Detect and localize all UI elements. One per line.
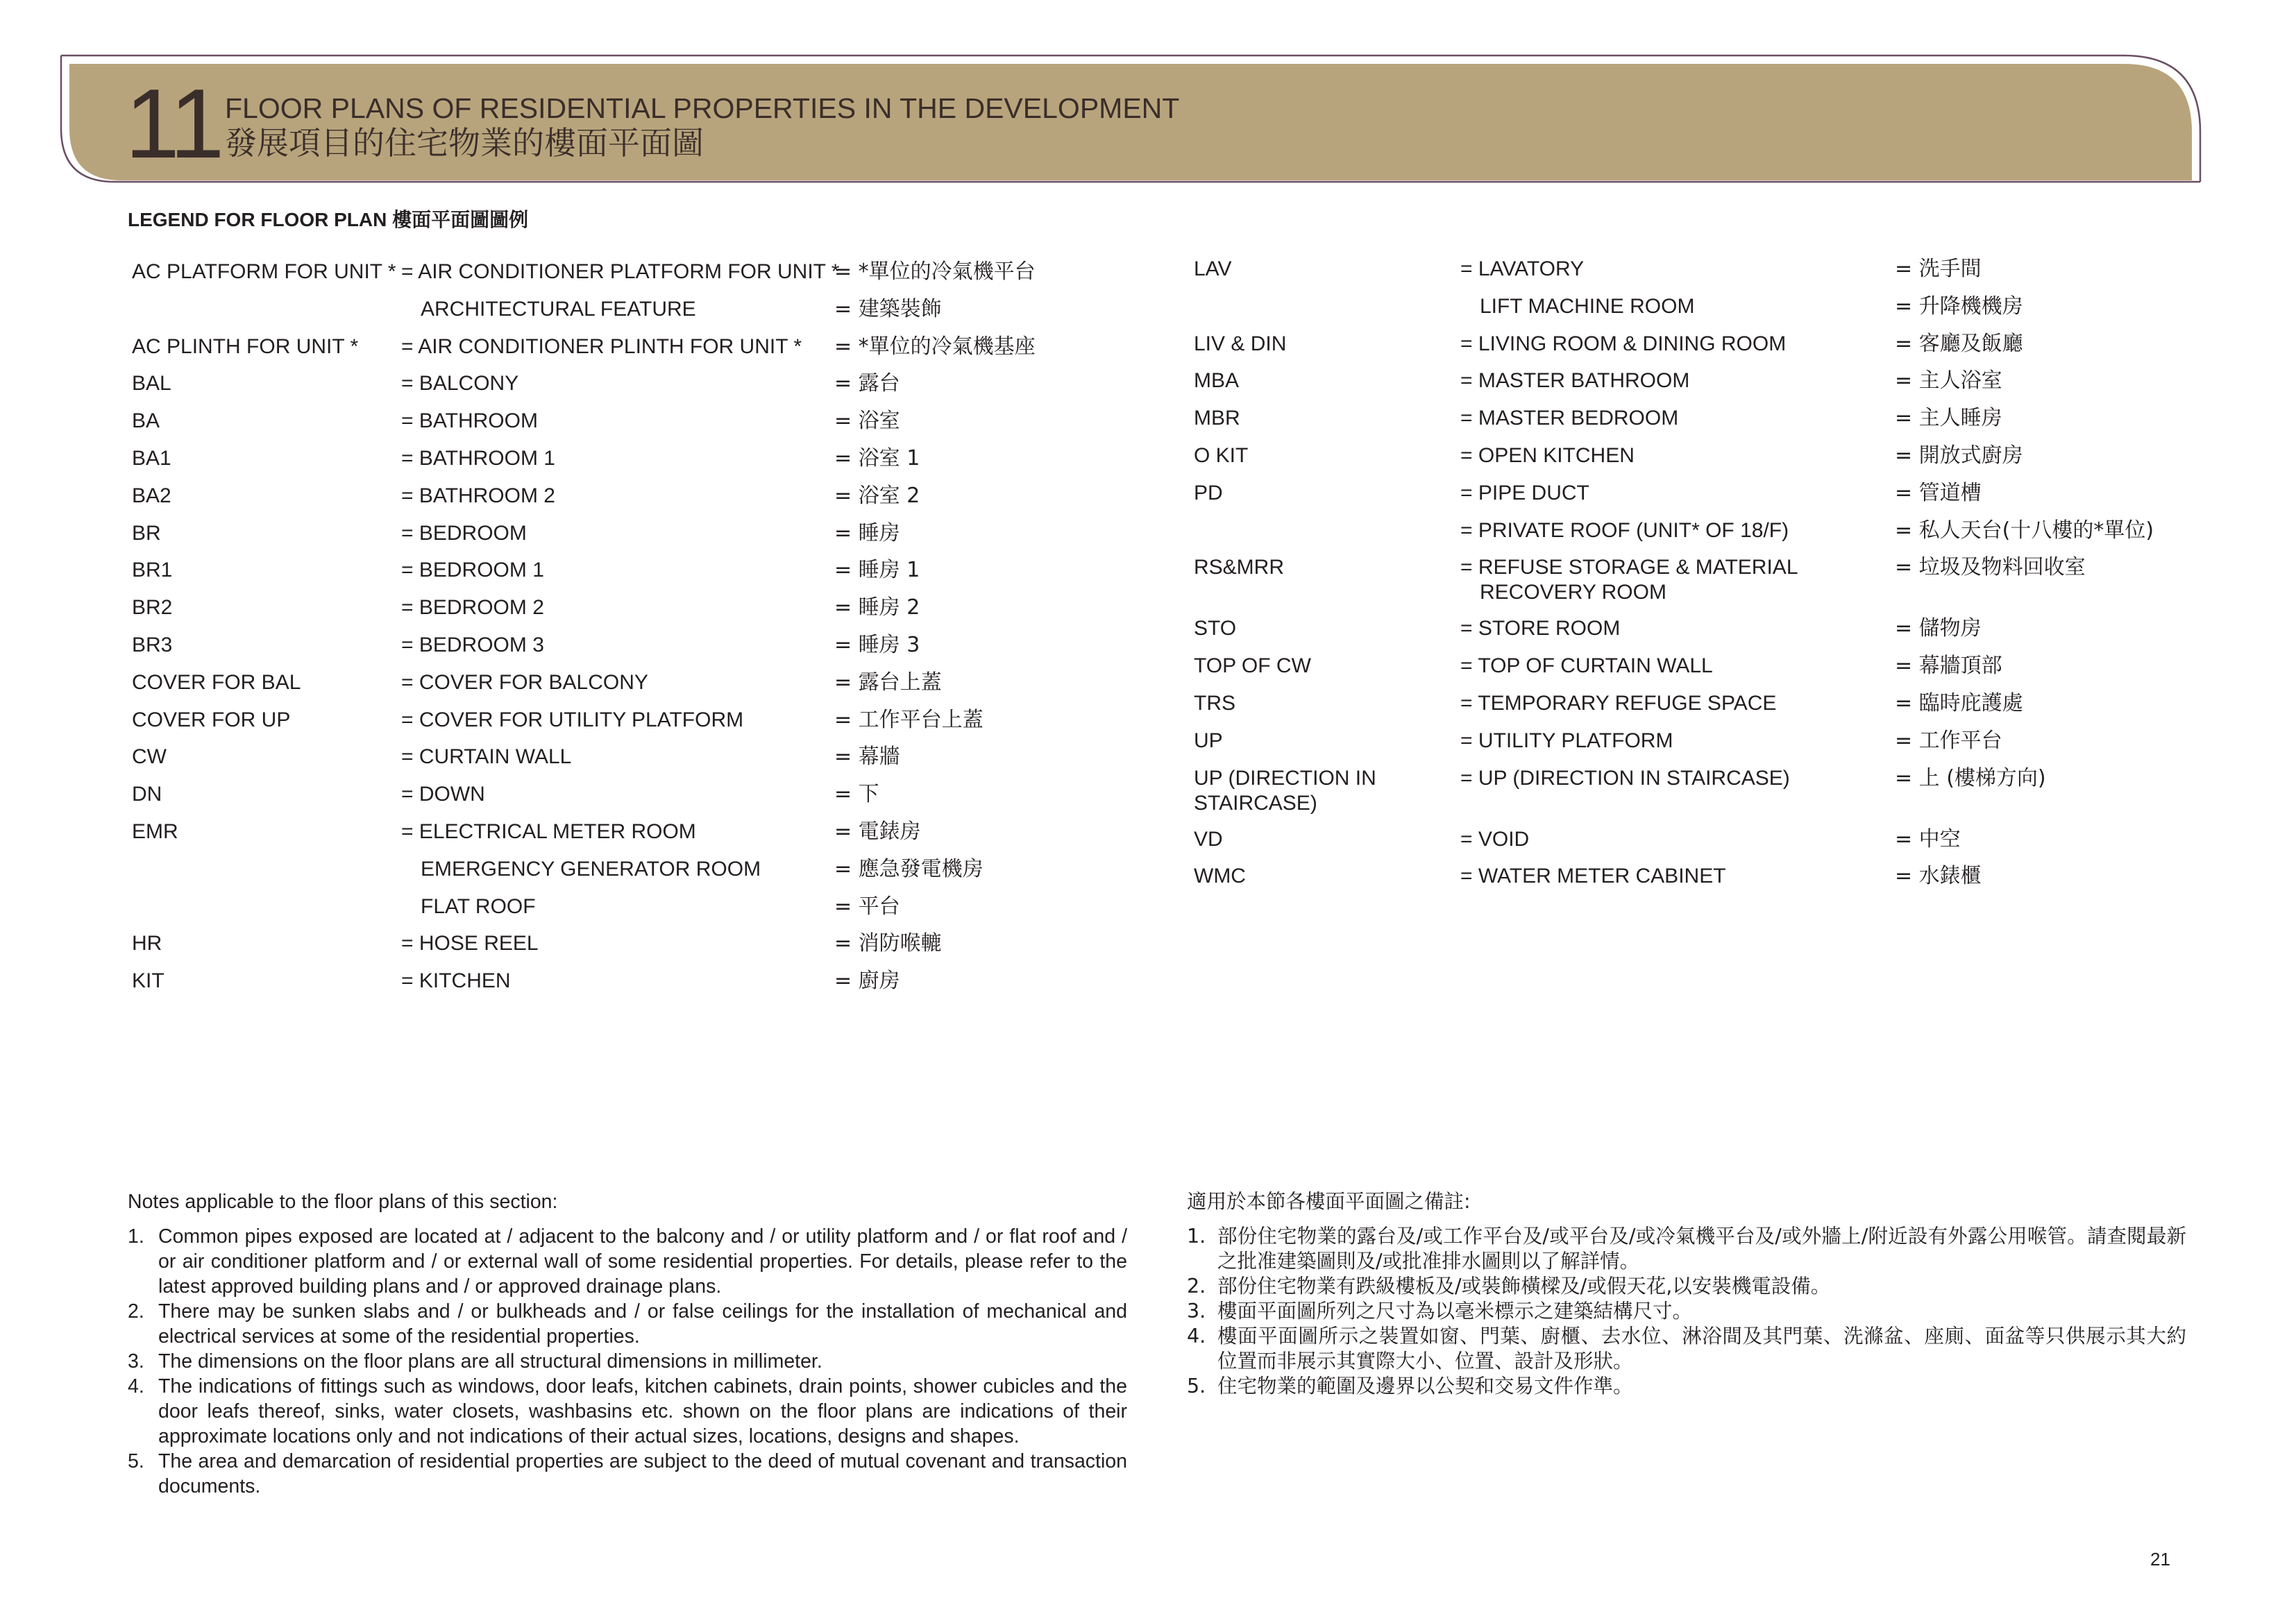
legend-abbr: STO [1194, 617, 1237, 640]
note-text: 樓面平面圖所列之尺寸為以毫米標示之建築結構尺寸。 [1217, 1300, 1693, 1323]
legend-en: = REFUSE STORAGE & MATERIAL [1460, 556, 1798, 579]
legend-abbr: CW [132, 745, 167, 769]
legend-abbr: BR1 [132, 559, 173, 582]
legend-zh: = 主人睡房 [1895, 406, 2002, 431]
legend-zh: = 中空 [1895, 826, 1961, 851]
legend-en: = BATHROOM 2 [401, 484, 555, 507]
notes-heading-en: Notes applicable to the floor plans of this section: [128, 1191, 558, 1213]
page-number: 21 [2150, 1549, 2170, 1570]
note-item [128, 1349, 1127, 1374]
note-text: 住宅物業的範圍及邊界以公契和交易文件作準。 [1217, 1375, 1633, 1397]
legend-en: = BEDROOM 2 [401, 596, 544, 620]
legend-zh: = 洗手間 [1895, 257, 1982, 281]
note-text: Common pipes exposed are located at / adjacent to the balcony and / or utility platform and / or flat roof and / or air conditioner platform and / or external wall of some residential properties. For details, please refer to the latest approved building plans and / or approved drainage plans. [158, 1225, 1127, 1298]
legend-zh: = 水錶櫃 [1895, 864, 1982, 889]
legend-zh: = 私人天台(十八樓的*單位) [1895, 518, 2154, 543]
legend-zh: = 客廳及飯廳 [1895, 331, 2023, 356]
legend-abbr: TOP OF CW [1194, 654, 1311, 678]
legend-en: = BALCONY [401, 372, 519, 396]
legend-en: = BATHROOM 1 [401, 447, 555, 470]
legend-zh: = 露台 [834, 371, 900, 396]
legend-abbr: RS&MRR [1194, 556, 1285, 579]
legend-zh: = 建築裝飾 [834, 296, 942, 321]
legend-zh: = 開放式廚房 [1895, 443, 2023, 468]
legend-zh: = 下 [834, 782, 879, 807]
legend-abbr: TRS [1194, 692, 1235, 715]
legend-abbr: O KIT [1194, 444, 1249, 467]
legend-en-continued: RECOVERY ROOM [1480, 581, 1666, 604]
legend-en: = COVER FOR UTILITY PLATFORM [401, 708, 744, 731]
legend-en: ARCHITECTURAL FEATURE [421, 297, 696, 321]
legend-abbr: COVER FOR UP [132, 708, 291, 731]
legend-abbr: BR3 [132, 634, 173, 656]
legend-abbr: HR [132, 932, 162, 955]
note-text: 部份住宅物業有跌級樓板及/或裝飾橫樑及/或假天花,以安裝機電設備。 [1217, 1275, 1831, 1298]
note-number: 3. [1187, 1300, 1206, 1323]
note-text: The dimensions on the floor plans are all structural dimensions in millimeter. [158, 1350, 822, 1373]
legend-abbr: PD [1194, 481, 1223, 504]
legend-en: = HOSE REEL [401, 932, 539, 955]
note-item [1187, 1374, 2186, 1399]
note-item [128, 1224, 1127, 1299]
legend-abbr: LAV [1194, 257, 1232, 280]
legend-zh: = 浴室 2 [834, 483, 920, 508]
legend-en: = VOID [1460, 827, 1530, 851]
note-number: 1. [128, 1225, 144, 1248]
note-number: 5. [128, 1450, 144, 1472]
legend-en: = DOWN [401, 783, 485, 806]
notes-english [128, 1189, 1127, 1499]
note-item [1187, 1274, 2186, 1299]
notes-list-zh [1187, 1224, 2186, 1399]
legend-abbr: MBR [1194, 407, 1240, 430]
note-item [1187, 1324, 2186, 1374]
legend-en: LIFT MACHINE ROOM [1480, 294, 1695, 318]
note-number: 4. [1187, 1325, 1206, 1348]
notes-list-en [128, 1224, 1127, 1499]
legend-en: EMERGENCY GENERATOR ROOM [421, 857, 761, 881]
legend-abbr: BA [132, 409, 160, 433]
legend-en: = COVER FOR BALCONY [401, 670, 648, 694]
note-number: 1. [1187, 1225, 1206, 1248]
legend-zh: = 睡房 1 [834, 558, 920, 583]
note-text: The area and demarcation of residential properties are subject to the deed of mutual covenant and transaction documents. [158, 1450, 1127, 1497]
legend-abbr: KIT [132, 969, 164, 993]
legend-abbr: EMR [132, 820, 178, 843]
note-item [1187, 1299, 2186, 1324]
legend-en: = BEDROOM 1 [401, 559, 544, 582]
legend-abbr-continued: STAIRCASE) [1194, 791, 1317, 815]
legend-en: = BEDROOM [401, 521, 527, 545]
legend-abbr: COVER FOR BAL [132, 670, 301, 694]
legend-abbr: MBA [1194, 369, 1240, 393]
legend-en: = WATER METER CABINET [1460, 865, 1726, 888]
legend-en: = STORE ROOM [1460, 617, 1621, 640]
legend-zh: = 幕牆頂部 [1895, 654, 2002, 679]
legend-en: = MASTER BATHROOM [1460, 369, 1690, 393]
legend-en: = TEMPORARY REFUGE SPACE [1460, 692, 1777, 715]
legend-zh: = 應急發電機房 [834, 856, 984, 881]
legend-abbr: BR2 [132, 596, 173, 620]
section-title-zh: 發展項目的住宅物業的樓面平面圖 [225, 124, 704, 162]
legend-zh: = 垃圾及物料回收室 [1895, 555, 2086, 580]
legend-abbr: VD [1194, 827, 1223, 851]
legend-abbr: BR [132, 521, 161, 545]
legend-zh: = 浴室 1 [834, 446, 920, 470]
note-number: 5. [1187, 1375, 1206, 1397]
legend-zh: = 主人浴室 [1895, 368, 2002, 393]
legend-abbr: AC PLATFORM FOR UNIT * [132, 260, 396, 283]
legend-abbr: BAL [132, 372, 171, 396]
note-item [128, 1449, 1127, 1499]
legend-zh: = 睡房 [834, 520, 900, 545]
legend-abbr: BA1 [132, 447, 171, 470]
legend-en: = BATHROOM [401, 409, 538, 433]
legend-abbr: UP (DIRECTION IN [1194, 766, 1376, 790]
legend-zh: = 露台上蓋 [834, 670, 942, 695]
legend-en: = PRIVATE ROOF (UNIT* OF 18/F) [1460, 518, 1789, 542]
legend-abbr: LIV & DIN [1194, 332, 1287, 355]
legend-en: = AIR CONDITIONER PLINTH FOR UNIT * [401, 334, 802, 358]
note-text: 樓面平面圖所示之裝置如窗、門葉、廚櫃、去水位、淋浴間及其門葉、洗滌盆、座廁、面盆等只供展示其大約位置而非展示其實際大小、位置、設計及形狀。 [1217, 1325, 2186, 1373]
note-item [128, 1299, 1127, 1349]
legend-en: = KITCHEN [401, 969, 511, 993]
notes-heading-zh: 適用於本節各樓面平面圖之備註: [1187, 1190, 1471, 1213]
section-number: 11 [125, 69, 222, 179]
legend-zh: = 工作平台 [1895, 728, 2002, 753]
legend-en: = TOP OF CURTAIN WALL [1460, 654, 1713, 678]
legend-en: FLAT ROOF [421, 894, 536, 918]
note-number: 4. [128, 1375, 144, 1397]
legend-en: = ELECTRICAL METER ROOM [401, 820, 696, 843]
note-number: 3. [128, 1350, 144, 1373]
legend-zh: = 平台 [834, 894, 900, 919]
legend-zh: = 電錶房 [834, 819, 921, 844]
note-number: 2. [1187, 1275, 1206, 1298]
legend-zh: = 浴室 [834, 409, 900, 434]
legend-abbr: WMC [1194, 865, 1246, 888]
legend-zh: = 儲物房 [1895, 616, 1982, 641]
legend-abbr: UP [1194, 729, 1223, 752]
legend-title: LEGEND FOR FLOOR PLAN 樓面平面圖圖例 [128, 209, 529, 230]
legend-en: = LIVING ROOM & DINING ROOM [1460, 332, 1787, 355]
legend-zh: = 工作平台上蓋 [834, 707, 984, 732]
legend-en: = BEDROOM 3 [401, 634, 544, 656]
legend-en: = LAVATORY [1460, 257, 1585, 280]
legend-zh: = 消防喉轆 [834, 931, 942, 956]
legend-zh: = 管道槽 [1895, 480, 1982, 505]
legend-en: = PIPE DUCT [1460, 481, 1589, 504]
legend-en: = OPEN KITCHEN [1460, 444, 1635, 467]
legend-zh: = 上 (樓梯方向) [1895, 765, 2046, 790]
note-text: The indications of fittings such as windows, door leafs, kitchen cabinets, drain points, shower cubicles and the door leafs thereof, sinks, water closets, washbasins etc. shown on the floor plans are indications of their approximate locations only and not indications of their actual sizes, locations, designs and shapes. [158, 1375, 1127, 1447]
note-text: 部份住宅物業的露台及/或工作平台及/或平台及/或冷氣機平台及/或外牆上/附近設有外露公用喉管。請查閱最新之批准建築圖則及/或批准排水圖則以了解詳情。 [1217, 1225, 2186, 1273]
notes-chinese [1187, 1189, 2186, 1399]
legend-zh: = 幕牆 [834, 745, 900, 770]
legend-zh: = 睡房 2 [834, 595, 920, 620]
legend-zh: = 廚房 [834, 969, 900, 994]
note-text: There may be sunken slabs and / or bulkheads and / or false ceilings for the installation of mechanical and electrical services at some of the residential properties. [158, 1300, 1127, 1348]
legend-abbr: DN [132, 783, 162, 806]
legend-zh: = 臨時庇護處 [1895, 691, 2023, 715]
legend-en: = AIR CONDITIONER PLATFORM FOR UNIT * [401, 260, 840, 283]
note-item [128, 1374, 1127, 1449]
legend-en: = UTILITY PLATFORM [1460, 729, 1673, 752]
legend-en: = MASTER BEDROOM [1460, 407, 1679, 430]
note-number: 2. [128, 1300, 144, 1323]
legend-en: = CURTAIN WALL [401, 745, 572, 769]
section-title-en: FLOOR PLANS OF RESIDENTIAL PROPERTIES IN THE DEVELOPMENT [225, 92, 1180, 124]
legend-zh: = *單位的冷氣機平台 [834, 260, 1036, 284]
legend-zh: = *單位的冷氣機基座 [834, 334, 1036, 359]
legend-en: = UP (DIRECTION IN STAIRCASE) [1460, 766, 1790, 790]
note-item [1187, 1224, 2186, 1274]
legend-abbr: BA2 [132, 484, 171, 507]
legend-zh: = 升降機機房 [1895, 294, 2023, 318]
legend-zh: = 睡房 3 [834, 633, 920, 657]
legend-abbr: AC PLINTH FOR UNIT * [132, 334, 359, 358]
